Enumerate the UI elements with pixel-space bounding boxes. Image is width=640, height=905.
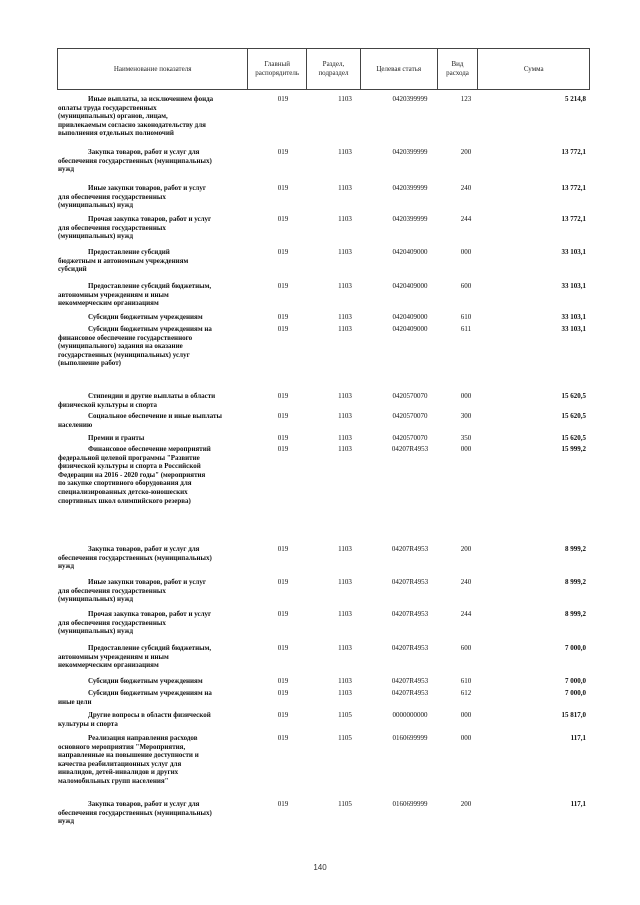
row-name-line: для обеспечения государственных	[58, 586, 166, 595]
row-name	[58, 248, 246, 274]
row-name-line: (выполнение работ)	[58, 359, 121, 368]
row-name-line: автономным учреждениям и иным	[58, 290, 169, 299]
row-admin: 019	[277, 610, 289, 618]
row-target: 0420399999	[392, 184, 428, 192]
row-name-line: населению	[58, 420, 93, 429]
row-name-line: государственных (муниципальных) услуг	[58, 350, 190, 359]
row-target: 0000000000	[392, 711, 428, 719]
row-name-line: федеральной целевой программы "Развитие	[58, 453, 200, 462]
row-name	[58, 412, 246, 429]
row-type: 244	[460, 610, 472, 618]
row-name-line: Стипендии и другие выплаты в области	[88, 392, 216, 400]
row-name-line: Иные закупки товаров, работ и услуг	[88, 184, 207, 192]
row-name-line: обеспечения государственных (муниципальных)	[58, 553, 212, 562]
row-admin: 019	[277, 412, 289, 420]
row-sum: 7 000,0	[565, 677, 586, 685]
row-sum: 33 103,1	[561, 248, 586, 256]
row-admin: 019	[277, 445, 289, 453]
row-type: 123	[460, 95, 472, 103]
row-sum: 117,1	[570, 734, 586, 742]
header-name: Наименование показателя	[58, 49, 248, 89]
row-name	[58, 610, 246, 636]
row-type: 612	[460, 689, 472, 697]
row-name-line: Предоставление субсидий	[88, 248, 170, 256]
row-admin: 019	[277, 545, 289, 553]
row-section: 1103	[338, 95, 352, 103]
row-name-line: Субсидии бюджетным учреждениям	[88, 677, 203, 685]
row-name	[58, 545, 246, 571]
row-name-line: некоммерческим организациям	[58, 661, 159, 670]
row-section: 1103	[338, 445, 352, 453]
row-admin: 019	[277, 677, 289, 685]
row-name-line: физической культуры и спорта	[58, 400, 158, 409]
row-name-line: нужд	[58, 165, 75, 174]
row-sum: 8 999,2	[565, 578, 586, 586]
row-name-line: Финансовое обеспечение мероприятий	[88, 445, 211, 453]
row-name-line: Субсидии бюджетным учреждениям	[88, 313, 203, 321]
row-admin: 019	[277, 95, 289, 103]
row-type: 300	[460, 412, 472, 420]
row-name-line: бюджетным и автономным учреждениям	[58, 256, 189, 265]
row-admin: 019	[277, 325, 289, 333]
row-target: 04207R4953	[391, 644, 429, 652]
row-admin: 019	[277, 248, 289, 256]
row-type: 240	[460, 184, 472, 192]
row-target: 0420409000	[392, 248, 428, 256]
row-target: 04207R4953	[391, 677, 429, 685]
row-name	[58, 434, 246, 443]
row-name-line: оплаты труда государственных	[58, 103, 157, 112]
row-section: 1103	[338, 545, 352, 553]
row-name	[58, 325, 246, 368]
row-target: 0420570070	[392, 412, 428, 420]
row-name-line: для обеспечения государственных	[58, 618, 166, 627]
row-section: 1103	[338, 184, 352, 192]
row-section: 1103	[338, 610, 352, 618]
row-name-line: физической культуры и спорта в Российской	[58, 462, 201, 471]
row-target: 04207R4953	[391, 445, 429, 453]
row-name-line: Федерации на 2016 - 2020 годы" (мероприятия	[58, 470, 206, 479]
row-sum: 15 620,5	[561, 392, 586, 400]
row-type: 000	[460, 445, 472, 453]
row-name-line: Иные закупки товаров, работ и услуг	[88, 578, 207, 586]
row-name-line: Иные выплаты, за исключением фонда	[88, 95, 214, 103]
row-name-line: обеспечения государственных (муниципальных)	[58, 156, 212, 165]
row-name	[58, 313, 246, 322]
row-name-line: Субсидии бюджетным учреждениям на	[88, 689, 212, 697]
row-name-line: обеспечения государственных (муниципальных)	[58, 808, 212, 817]
row-name-line: основного мероприятия "Мероприятия,	[58, 742, 186, 751]
row-sum: 33 103,1	[561, 325, 586, 333]
row-name-line: культуры и спорта	[58, 719, 118, 728]
row-name	[58, 95, 246, 138]
row-type: 600	[460, 644, 472, 652]
row-name-line: направленные на повышение доступности и	[58, 751, 199, 760]
row-name-line: автономным учреждениям и иным	[58, 652, 169, 661]
row-type: 610	[460, 677, 472, 685]
header-target: Целевая статья	[361, 49, 438, 89]
row-section: 1103	[338, 644, 352, 652]
header-type: Вид расхода	[438, 49, 479, 89]
row-type: 600	[460, 282, 472, 290]
row-section: 1103	[338, 215, 352, 223]
row-name-line: финансовое обеспечение государственного	[58, 333, 193, 342]
row-target: 0420399999	[392, 148, 428, 156]
row-section: 1103	[338, 148, 352, 156]
row-target: 0420570070	[392, 392, 428, 400]
row-name-line: выполнения отдельных полномочий	[58, 129, 174, 138]
row-type: 000	[460, 711, 472, 719]
row-name	[58, 184, 246, 210]
row-type: 200	[460, 545, 472, 553]
row-type: 244	[460, 215, 472, 223]
row-sum: 8 999,2	[565, 610, 586, 618]
row-name-line: (муниципального) задания на оказание	[58, 342, 183, 351]
row-name	[58, 644, 246, 670]
row-target: 0420409000	[392, 282, 428, 290]
row-name-line: Прочая закупка товаров, работ и услуг	[88, 215, 212, 223]
row-name-line: Закупка товаров, работ и услуг для	[88, 148, 200, 156]
row-type: 000	[460, 248, 472, 256]
row-name	[58, 215, 246, 241]
row-name-line: Закупка товаров, работ и услуг для	[88, 545, 200, 553]
row-admin: 019	[277, 148, 289, 156]
row-sum: 15 999,2	[561, 445, 586, 453]
row-type: 000	[460, 392, 472, 400]
row-name-line: специализированных детско-юношеских	[58, 487, 188, 496]
row-name-line: привлекаемым согласно законодательству для	[58, 120, 206, 129]
row-sum: 13 772,1	[561, 215, 586, 223]
row-type: 611	[460, 325, 472, 333]
row-section: 1105	[338, 800, 352, 808]
row-name-line: Прочая закупка товаров, работ и услуг	[88, 610, 212, 618]
row-section: 1105	[338, 734, 352, 742]
row-name-line: субсидий	[58, 265, 87, 274]
row-target: 0420409000	[392, 313, 428, 321]
row-sum: 8 999,2	[565, 545, 586, 553]
header-sum: Сумма	[523, 64, 544, 73]
row-name-line: Реализация направления расходов	[88, 734, 198, 742]
row-admin: 019	[277, 578, 289, 586]
row-name	[58, 148, 246, 174]
row-name-line: спортивных школ олимпийского резерва)	[58, 496, 191, 505]
row-name-line: Премии и гранты	[88, 434, 145, 442]
row-name-line: для обеспечения государственных	[58, 223, 166, 232]
row-section: 1103	[338, 313, 352, 321]
row-sum: 13 772,1	[561, 148, 586, 156]
row-section: 1103	[338, 392, 352, 400]
row-admin: 019	[277, 215, 289, 223]
row-target: 0420399999	[392, 95, 428, 103]
row-section: 1103	[338, 689, 352, 697]
row-type: 240	[460, 578, 472, 586]
row-admin: 019	[277, 313, 289, 321]
row-name-line: некоммерческим организациям	[58, 299, 159, 308]
row-target: 0420570070	[392, 434, 428, 442]
row-target: 0160699999	[392, 734, 428, 742]
row-sum: 33 103,1	[561, 313, 586, 321]
row-name-line: качества реабилитационных услуг для	[58, 759, 182, 768]
row-section: 1103	[338, 578, 352, 586]
row-name-line: Предоставление субсидий бюджетным,	[88, 644, 212, 652]
row-type: 200	[460, 148, 472, 156]
row-admin: 019	[277, 711, 289, 719]
row-target: 04207R4953	[391, 578, 429, 586]
header-section: Раздел, подраздел	[307, 49, 361, 89]
row-name	[58, 445, 246, 505]
row-name	[58, 800, 246, 826]
row-name-line: (муниципальных) нужд	[58, 595, 134, 604]
row-name-line: Социальное обеспечение и иные выплаты	[88, 412, 222, 420]
row-admin: 019	[277, 392, 289, 400]
row-admin: 019	[277, 282, 289, 290]
row-type: 000	[460, 734, 472, 742]
row-section: 1103	[338, 248, 352, 256]
row-sum: 117,1	[570, 800, 586, 808]
row-admin: 019	[277, 644, 289, 652]
row-section: 1103	[338, 325, 352, 333]
row-name-line: (муниципальных) нужд	[58, 201, 134, 210]
row-section: 1103	[338, 282, 352, 290]
row-admin: 019	[277, 434, 289, 442]
row-name	[58, 677, 246, 686]
row-name-line: по закупке спортивного оборудования для	[58, 479, 192, 488]
row-target: 0420399999	[392, 215, 428, 223]
row-admin: 019	[277, 734, 289, 742]
row-name	[58, 689, 246, 706]
row-sum: 7 000,0	[565, 644, 586, 652]
row-name	[58, 282, 246, 308]
row-type: 610	[460, 313, 472, 321]
row-name-line: инвалидов, детей-инвалидов и других	[58, 768, 179, 777]
row-name-line: маломобильных групп населения"	[58, 776, 169, 785]
row-target: 0160699999	[392, 800, 428, 808]
row-sum: 15 620,5	[561, 434, 586, 442]
row-sum: 13 772,1	[561, 184, 586, 192]
row-name-line: Субсидии бюджетным учреждениям на	[88, 325, 212, 333]
row-name-line: для обеспечения государственных	[58, 192, 166, 201]
row-sum: 33 103,1	[561, 282, 586, 290]
row-section: 1105	[338, 711, 352, 719]
row-section: 1103	[338, 677, 352, 685]
row-sum: 5 214,8	[565, 95, 586, 103]
row-admin: 019	[277, 800, 289, 808]
row-sum: 7 000,0	[565, 689, 586, 697]
row-type: 350	[460, 434, 472, 442]
row-name-line: Другие вопросы в области физической	[88, 711, 211, 719]
row-name-line: (муниципальных) нужд	[58, 627, 134, 636]
row-name	[58, 392, 246, 409]
row-type: 200	[460, 800, 472, 808]
row-admin: 019	[277, 689, 289, 697]
row-target: 0420409000	[392, 325, 428, 333]
row-sum: 15 817,0	[561, 711, 586, 719]
row-name-line: нужд	[58, 817, 75, 826]
row-target: 04207R4953	[391, 545, 429, 553]
row-section: 1103	[338, 434, 352, 442]
row-sum: 15 620,5	[561, 412, 586, 420]
row-name-line: (муниципальных) органов, лицам,	[58, 112, 168, 121]
page-number: 140	[313, 863, 327, 872]
row-name-line: иные цели	[58, 697, 92, 706]
row-section: 1103	[338, 412, 352, 420]
row-name-line: Закупка товаров, работ и услуг для	[88, 800, 200, 808]
row-name-line: нужд	[58, 562, 75, 571]
row-name-line: (муниципальных) нужд	[58, 232, 134, 241]
header-admin: Главный распорядитель	[248, 49, 307, 89]
row-name-line: Предоставление субсидий бюджетным,	[88, 282, 212, 290]
row-name	[58, 578, 246, 604]
row-target: 04207R4953	[391, 689, 429, 697]
row-target: 04207R4953	[391, 610, 429, 618]
row-name	[58, 734, 246, 786]
row-admin: 019	[277, 184, 289, 192]
row-name	[58, 711, 246, 728]
